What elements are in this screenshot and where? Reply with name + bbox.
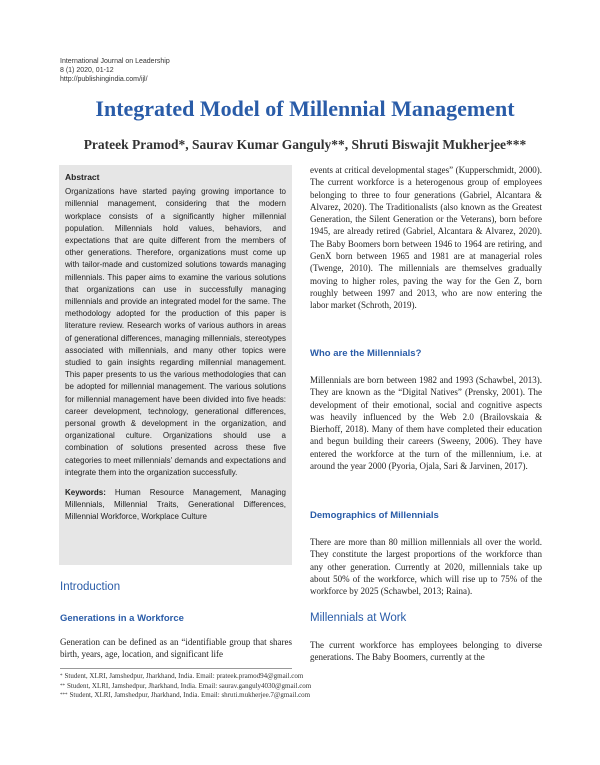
right-paragraph-3: There are more than 80 million millennials all over the world. They constitute the largest proportions of the workforce than any other generation. Currently at 2020, millennials take up about 50% of the workforce, which will rise up to 75% of the workforce by 2025 (Schawbel, 2013; Raina). — [310, 537, 542, 597]
keywords-text: Human Resource Management, Managing Millennials, Millennial Traits, Generational Differences, Millennial Workforce, Workplace Culture — [65, 488, 286, 522]
who-are-millennials-heading: Who are the Millennials? — [310, 348, 422, 359]
footnote-divider — [60, 668, 292, 669]
keywords-label: Keywords: — [65, 488, 106, 498]
introduction-heading: Introduction — [60, 581, 121, 593]
millennials-at-work-heading: Millennials at Work — [310, 612, 407, 624]
journal-url[interactable]: http://publishingindia.com/ijl/ — [60, 76, 148, 83]
right-paragraph-4: The current workforce has employees belonging to diverse generations. The Baby Boomers, currently at the — [310, 640, 542, 663]
introduction-paragraph: Generation can be defined as an “identifiable group that shares birth, years, age, location, and significant life — [60, 637, 292, 660]
abstract-text: Organizations have started paying growing importance to millennial management, considering that the modern workplace consists of a significantly higher millennial population. Millennials hold values, behaviors, and expectations that are quite different from the members of other generations. Therefore, organizations must come up with tailor-made and customized solutions towards managing millennials. This paper aims to examine the various solutions that organizations can use in successfully managing millennials and provide an integrated model for the same. The methodology adopted for the production of this paper is literature review. Research works of various authors in areas of generational differences, managing millennials, stereotypes associated with millennials, and many other topics were studied to gain insights regarding millennial management. This paper presents to us the various methodologies that can be adopted for millennial management. The various solutions for millennial management have been divided into five heads: career development, technology, generational differences, personal growth & development in the organization, and organizational culture. Organizations should use a combination of solutions presented across these five categories to meet millennials' demands and expectations and integrate them into the organization successfully. — [65, 187, 286, 477]
journal-info — [60, 57, 170, 84]
generations-heading: Generations in a Workforce — [60, 613, 184, 624]
demographics-heading: Demographics of Millennials — [310, 510, 439, 521]
paper-title: Integrated Model of Millennial Management — [95, 96, 515, 121]
footnote-1: * Student, XLRI, Jamshedpur, Jharkhand, India. Email: prateek.pramod94@gmail.com — [60, 672, 304, 680]
abstract-heading: Abstract — [65, 172, 100, 182]
right-paragraph-2: Millennials are born between 1982 and 1993 (Schawbel, 2013). They are known as the “Digital Natives” (Prensky, 2001). The development of their emotional, social and cognitive aspects was heavily influenced by the Web 2.0 (Brailovskaia & Bierhoff, 2018). Many of them have completed their education and begun building their careers (Sweeny, 2006). They have entered the workforce at the turn of the millennium, i.e. at around the year 2000 (Pyoria, Ojala, Sari & Jarvinen, 2017). — [310, 375, 542, 472]
journal-issue: 8 (1) 2020, 01-12 — [60, 67, 114, 74]
right-paragraph-1: events at critical developmental stages” (Kupperschmidt, 2000). The current workforce is a heterogenous group of employees belonging to three to four generations (Gabriel, Alcantara & Alvarez, 2020). The Traditionalists (also known as the Greatest Generation, the Silent Generation or the Veterans), born before 1945, are already retired (Gabriel, Alcantara & Alvarez, 2020). The Baby Boomers born between 1946 to 1964 are retiring, and GenX born between 1965 and 1981 are at managerial roles (Twenge, 2010). The millennials are themselves gradually moving to higher roles, paving the way for the Gen Z, born roughly between 1997 and 2013, who are now entering the labor market (Schroth, 2019). — [310, 165, 542, 311]
journal-name: International Journal on Leadership — [60, 58, 170, 65]
keywords — [65, 487, 286, 524]
footnote-3: *** Student, XLRI, Jamshedpur, Jharkhand, India. Email: shruti.mukherjee.7@gmail.com — [60, 691, 311, 699]
abstract-box — [59, 165, 292, 565]
author-list: Prateek Pramod*, Saurav Kumar Ganguly**, Shruti Biswajit Mukherjee*** — [83, 137, 527, 152]
footnotes — [60, 672, 311, 701]
footnote-2: ** Student, XLRI, Jamshedpur, Jharkhand, India. Email: saurav.ganguly4030@gmail.com — [60, 681, 312, 690]
